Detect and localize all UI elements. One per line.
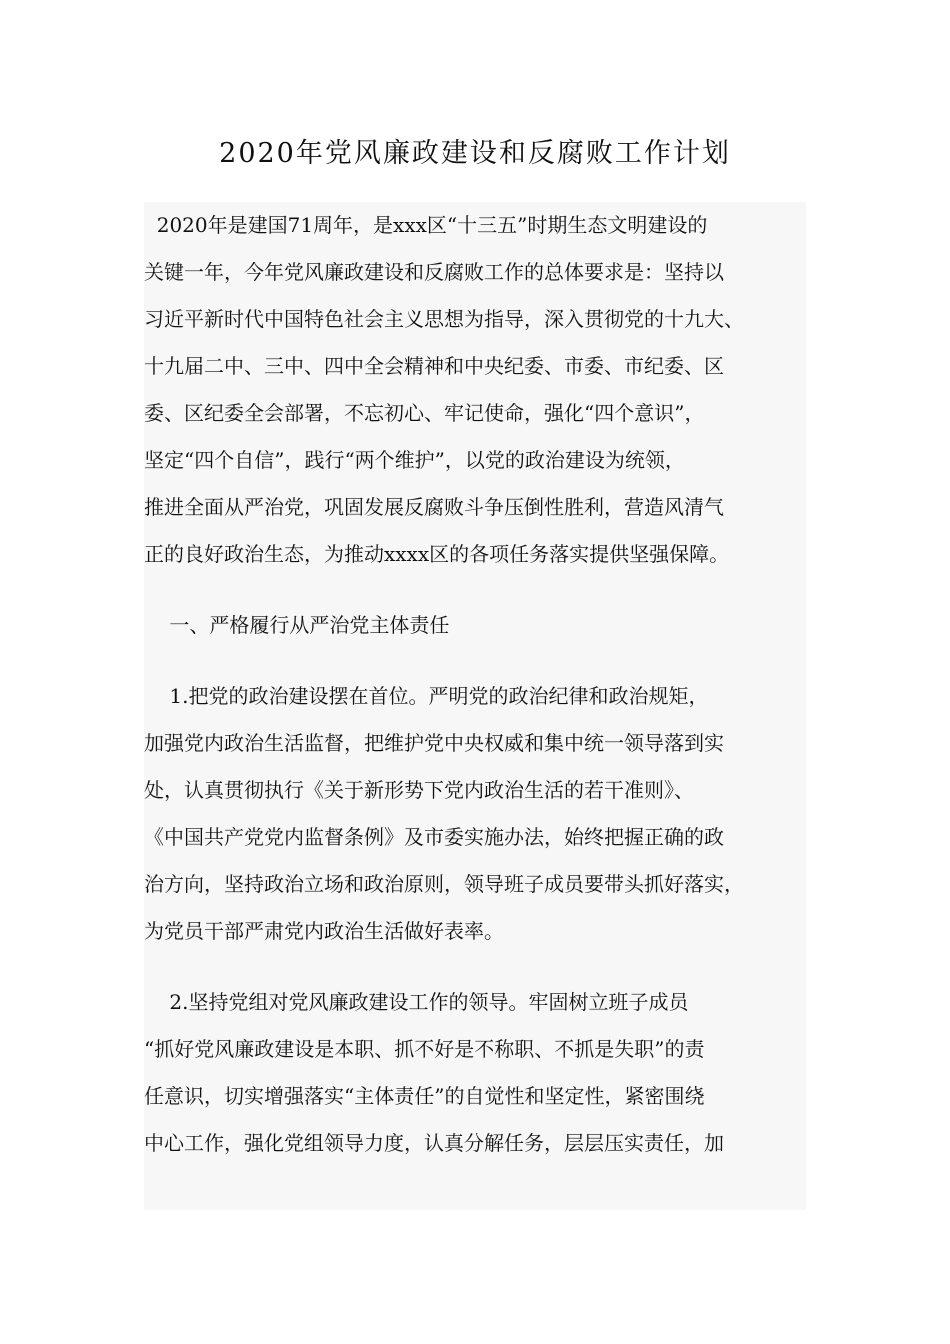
section-heading [144,602,806,649]
text-line: 为党员干部严肃党内政治生活做好表率。 [144,919,504,943]
text-line: “抓好党风廉政建设是本职、抓不好是不称职、不抓是失职”的责 [144,1037,705,1061]
text-line: 十九届二中、三中、四中全会精神和中央纪委、市委、市纪委、区 [144,354,724,378]
text-line: 正的良好政治生态，为推动xxxx区的各项任务落实提供坚强保障。 [144,542,730,566]
text-line: 关键一年，今年党风廉政建设和反腐败工作的总体要求是：坚持以 [144,260,724,284]
text-line: 推进全面从严治党，巩固发展反腐败斗争压倒性胜利，营造风清气 [144,495,724,519]
text-line: 2020年是建国71周年，是xxx区“十三五”时期生态文明建设的 [144,213,708,237]
paragraph-item-2 [144,979,806,1167]
text-line: 处，认真贯彻执行《关于新形势下党内政治生活的若干准则》、 [144,778,694,802]
text-line: 加强党内政治生活监督，把维护党中央权威和集中统一领导落到实 [144,731,724,755]
text-line: 任意识，切实增强落实“主体责任”的自觉性和坚定性，紧密围绕 [144,1084,705,1108]
text-line: 委、区纪委全会部署，不忘初心、牢记使命，强化“四个意识”， [144,401,705,425]
paragraph-intro [144,202,806,578]
text-line: 《中国共产党党内监督条例》及市委实施办法，始终把握正确的政 [144,825,724,849]
text-line: 治方向，坚持政治立场和政治原则，领导班子成员要带头抓好落实， [144,872,744,896]
text-line: 坚定“四个自信”，践行“两个维护”，以党的政治建设为统领， [144,448,685,472]
paragraph-item-1 [144,673,806,955]
text-line: 1.把党的政治建设摆在首位。严明党的政治纪律和政治规矩， [144,684,709,708]
document-body [144,202,806,1210]
document-title: 2020年党风廉政建设和反腐败工作计划 [219,138,731,169]
text-line: 中心工作，强化党组领导力度，认真分解任务，层层压实责任，加 [144,1131,724,1155]
heading-line: 一、严格履行从严治党主体责任 [144,613,450,637]
text-line: 习近平新时代中国特色社会主义思想为指导，深入贯彻党的十九大、 [144,307,744,331]
text-line: 2.坚持党组对党风廉政建设工作的领导。牢固树立班子成员 [144,990,689,1014]
